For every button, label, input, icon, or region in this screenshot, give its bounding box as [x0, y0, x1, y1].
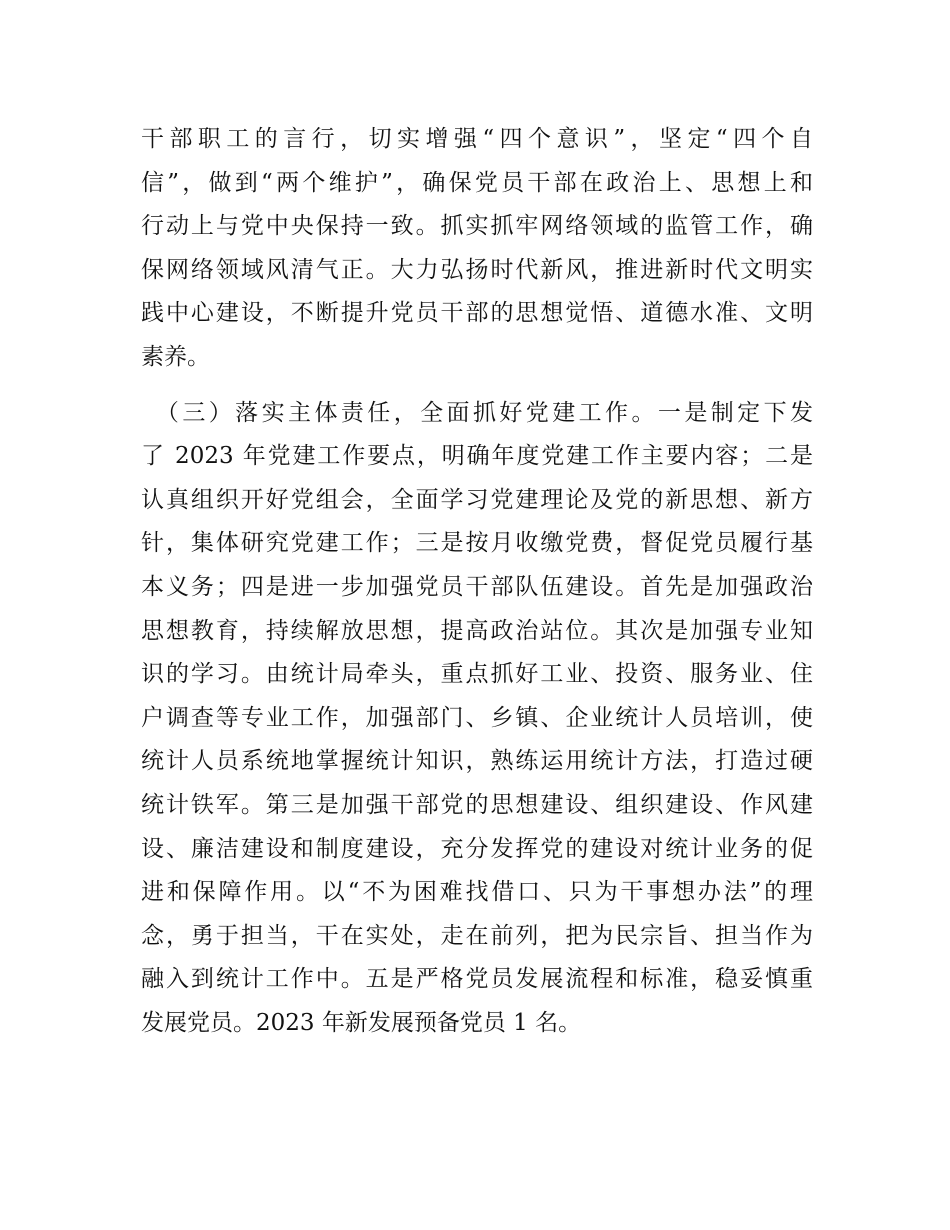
- text-line: 统计铁军。第三是加强干部党的思想建设、组织建设、作风建: [141, 791, 813, 818]
- text-line: 保网络领域风清气正。大力弘扬时代新风，推进新时代文明实: [141, 256, 813, 283]
- paragraph-2: [141, 392, 813, 1046]
- text-line: 行动上与党中央保持一致。抓实抓牢网络领域的监管工作，确: [141, 213, 813, 240]
- text-line: （三）落实主体责任，全面抓好党建工作。一是制定下发: [141, 399, 813, 426]
- text-line: 干部职工的言行，切实增强“四个意识”，坚定“四个自: [141, 126, 813, 152]
- text-line: 发展党员。2023 年新发展预备党员 1 名。: [141, 1009, 582, 1036]
- text-line: 认真组织开好党组会，全面学习党建理论及党的新思想、新方: [141, 486, 813, 513]
- document-body: [141, 118, 813, 1045]
- text-line: 了 2023 年党建工作要点，明确年度党建工作主要内容；二是: [141, 443, 813, 470]
- text-line: 识的学习。由统计局牵头，重点抓好工业、投资、服务业、住: [141, 661, 813, 688]
- text-line: 设、廉洁建设和制度建设，充分发挥党的建设对统计业务的促: [141, 835, 813, 862]
- text-line: 统计人员系统地掌握统计知识，熟练运用统计方法，打造过硬: [141, 748, 813, 775]
- text-line: 进和保障作用。以“不为困难找借口、只为干事想办法”的理: [141, 879, 813, 906]
- text-line: 念，勇于担当，干在实处，走在前列，把为民宗旨、担当作为: [141, 922, 813, 949]
- text-line: 融入到统计工作中。五是严格党员发展流程和标准，稳妥慎重: [141, 966, 813, 993]
- text-line: 素养。: [141, 343, 210, 370]
- text-line: 践中心建设，不断提升党员干部的思想觉悟、道德水准、文明: [141, 300, 813, 327]
- text-line: 信”，做到“两个维护”，确保党员干部在政治上、思想上和: [141, 169, 813, 196]
- paragraph-1: [141, 118, 813, 380]
- paragraph-spacer: [141, 380, 813, 392]
- text-line: 针，集体研究党建工作；三是按月收缴党费，督促党员履行基: [141, 530, 813, 557]
- text-line: 思想教育，持续解放思想，提高政治站位。其次是加强专业知: [141, 617, 813, 644]
- text-line: 户调查等专业工作，加强部门、乡镇、企业统计人员培训，使: [141, 704, 813, 731]
- text-line: 本义务；四是进一步加强党员干部队伍建设。首先是加强政治: [141, 573, 813, 600]
